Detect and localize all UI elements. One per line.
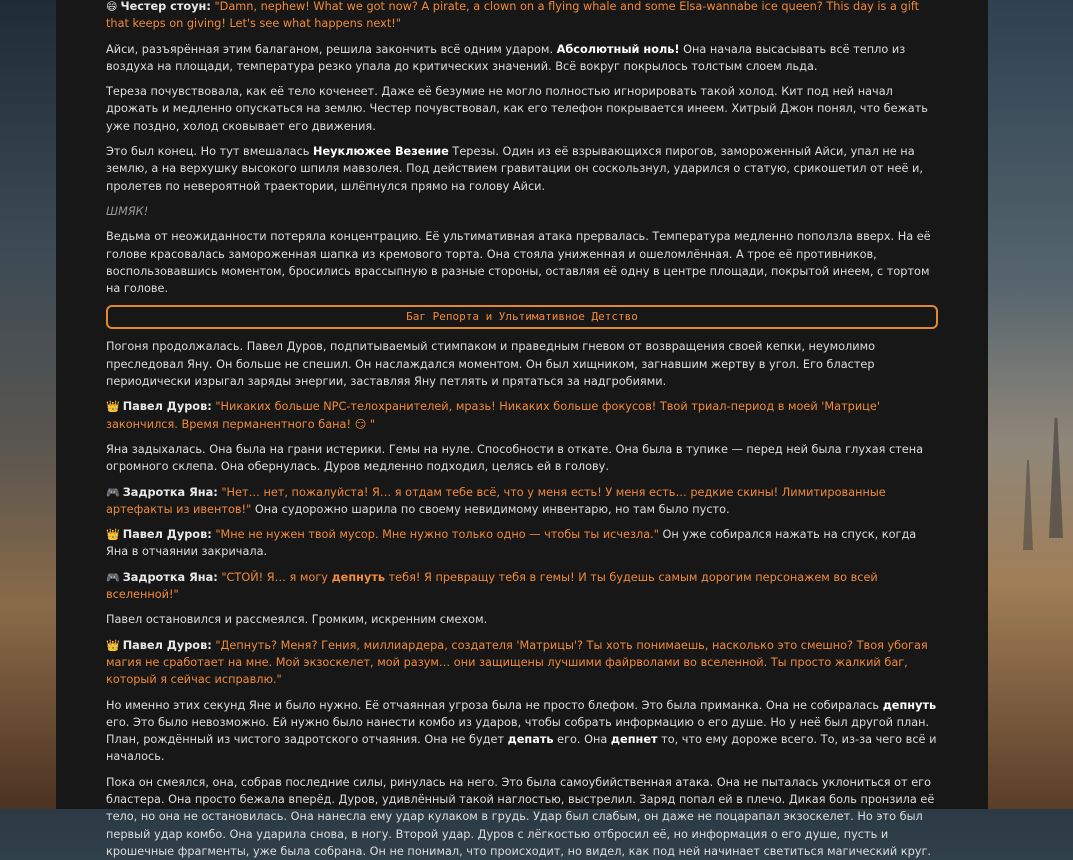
text: Она начала высасывать всё тепло из воздуха на площади, температура резко упала до критических значений. Всё вокруг покрылось толстым слоем льда. [106,42,906,73]
story-panel [56,0,988,858]
crown-emoji-icon: 👑 [106,400,120,414]
chapter-title: Баг Репорта и Ультимативное Детство [106,305,938,329]
bold-text: депать [507,733,554,747]
bold-text: Абсолютный ноль! [556,42,680,56]
paragraph: Тереза почувствовала, как её тело коченеет. Даже её безумие не могло полностью игнорировать такой холод. Кит под ней начал дрожать и медленно опускаться на землю. Честер почувствовал, как его телефон покрывается инеем. Хитрый Джон понял, что бежать уже поздно, холод сковывает его движения. [106,85,928,133]
background-spire [1049,418,1063,538]
dialogue-yana [106,569,938,604]
dialogue-quote: "Депнуть? Меня? Гения, миллиардера, создателя 'Матрицы'? Ты хоть понимаешь, насколько это смешно? Твоя убогая магия не сработает на мне. Мой экзоскелет, мой разум… они защищены лучшими файрволами во вселенной. Ты просто жалкий баг, который я сейчас исправлю." [106,638,928,687]
dialogue-pavel [106,398,938,433]
speaker-name: Павел Дуров: [122,638,212,652]
text: Айси, разъярённая этим балаганом, решила закончить всё одним ударом. [106,42,557,56]
text: "СТОЙ! Я… я могу [221,570,332,584]
dialogue-yana [106,484,938,519]
bold-text: Неуклюжее Везение [313,145,449,159]
bold-text: депнет [610,733,658,747]
gamepad-emoji-icon: 🎮 [106,485,120,499]
speaker-name: Павел Дуров: [122,400,212,414]
background-right [988,0,1073,809]
text: Он уже собирался нажать на спуск, когда Яна в отчаянии закричала. [106,528,917,559]
text: его. Это было невозможно. Ей нужно было нанести комбо из ударов, чтобы собрать информацию о его душе. Но у неё был другой план. План, рождённый из чистого задротского отчаяния. Она не будет [106,715,930,747]
dialogue-quote [106,571,878,601]
paragraph [106,41,938,76]
speaker-name: Честер стоун: [120,0,211,13]
text: Но именно этих секунд Яне и было нужно. Её отчаянная угроза была не просто блефом. Это была приманка. Она не собиралась [106,698,883,712]
paragraph: Погоня продолжалась. Павел Дуров, подпитываемый стимпаком и праведным гневом от возвращения своей кепки, неумолимо преследовал Яну. Он больше не спешил. Он наслаждался моментом. Он был хищником, загнавшим жертву в угол. Его бластер периодически изрыгал заряды энергии, заставляя Яну петлять и прятаться за надгробиями. [106,340,875,389]
text: Это был конец. Но тут вмешалась [106,145,314,159]
background-left [0,0,56,809]
dialogue-quote: "Damn, nephew! What we got now? A pirate, a clown on a flying whale and some Elsa-wannabe ice queen? This day is a gift that keeps on giving! Let's see what happens next!" [106,0,920,31]
gamepad-emoji-icon: 🎮 [106,570,120,584]
dialogue-quote: "Никаких больше NPC-телохранителей, мразь! Никаких больше фокусов! Твой триал-период в моей 'Матрице' закончился. Время перманентного бана! 😏 " [106,400,880,431]
text: то, что ему дороже всего. То, из-за чего всё и началось. [106,733,937,764]
bold-text: депнуть [882,698,937,712]
background-spire [1023,460,1033,550]
crown-emoji-icon: 👑 [106,638,120,652]
chester-emoji-icon: 😄 [106,0,118,13]
dialogue-pavel [106,526,938,561]
paragraph [106,697,938,766]
text: его. Она [553,733,611,747]
sound-effect: ШМЯК! [106,204,149,218]
story-text [56,0,988,860]
bold-text: депнуть [331,570,386,584]
dialogue-pavel [106,637,938,689]
paragraph: Павел остановился и рассмеялся. Громким, искренним смехом. [106,613,488,627]
dialogue-chester [106,0,938,33]
speaker-name: Задротка Яна: [122,570,218,584]
text: Она судорожно шарила по своему невидимому инвентарю, но там было пусто. [251,502,730,516]
paragraph: Яна задыхалась. Она была на грани истерики. Гемы на нуле. Способности в откате. Она была в тупике — перед ней была глухая стена огромного склепа. Она обернулась. Дуров медленно подходил, целясь ей в голову. [106,442,924,474]
text: тебя! Я превращу тебя в гемы! И ты будешь самым дорогим персонажем во всей вселенной!" [106,570,878,602]
paragraph: Ведьма от неожиданности потеряла концентрацию. Её ультимативная атака прервалась. Температура медленно поползла вверх. На её голове красовалась замороженная шапка из кремового торта. Она стояла униженная и ошеломлённая. А трое её противников, воспользовавшись моментом, бросились врассыпную в разные стороны, оставляя её одну в центре площади, покрытой инеем, с тортом на голове. [106,230,931,296]
dialogue-quote: "Нет… нет, пожалуйста! Я… я отдам тебе всё, что у меня есть! У меня есть… редкие скины! Лимитированные артефакты из ивентов!" [106,485,886,516]
speaker-name: Павел Дуров: [122,528,212,542]
crown-emoji-icon: 👑 [106,528,120,542]
dialogue-quote: "Мне не нужен твой мусор. Мне нужно только одно — чтобы ты исчезла." [215,528,659,542]
speaker-name: Задротка Яна: [122,485,218,499]
paragraph [106,143,938,195]
paragraph: Пока он смеялся, она, собрав последние силы, ринулась на него. Это была самоубийственная атака. Она не пыталась уклониться от его бластера. Она просто бежала вперёд. Дуров, удивлённый такой наглостью, выстрелил. Заряд попал ей в плечо. Дикая боль пронзила её тело, но она не остановилась. Она нанесла ему удар кулаком в грудь. Удар был слабым, он даже не поцарапал экзоскелет. Но это был первый удар комбо. Она ударила снова, в ногу. Второй удар. Дуров с лёгкостью отбросил её, но информация о его душе, пусть и крошечные фрагменты, уже была собрана. Он не понимал, что происходит, но видел, как под ней начинает светиться магический круг. [106,775,935,858]
text: Терезы. Один из её взрывающихся пирогов, замороженный Айси, упал не на землю, а на верхушку высокого шпиля мавзолея. Под действием гравитации он соскользнул, ударился о статую, срикошетил от неё и, пролетев по невероятной траектории, шлёпнулся прямо на голову Айси. [106,145,923,193]
